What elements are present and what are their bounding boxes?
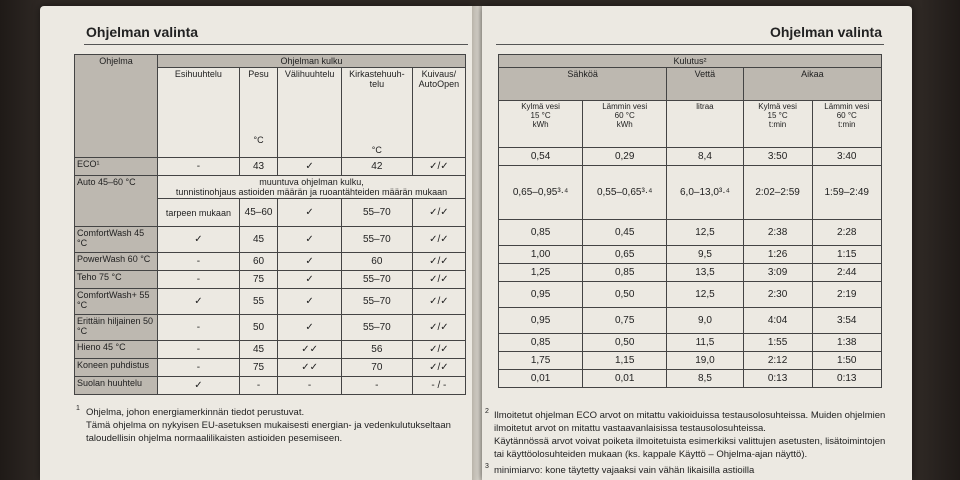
table-row bbox=[75, 359, 466, 377]
row-cell: - bbox=[239, 377, 277, 395]
table-row bbox=[75, 377, 466, 395]
right-page bbox=[482, 6, 912, 480]
footnote-2-text: Ilmoitetut ohjelman ECO arvot on mitattu vakioiduissa testausolosuhteissa. Muiden ohjelmien ilmoitetut arvot on mitattu vastaavanlaisissa testausolosuhteissa. Käytännössä arvot voivat poiketa ilmoitetuista esimerkiksi valittujen asetusten, lisätoimintojen tai käyttöolosuhteiden mukaan (ks. kappale Käyttö – Ohjelma-ajan näyttö). bbox=[494, 410, 886, 460]
row-cell: 0,55–0,65³·⁴ bbox=[583, 166, 667, 220]
header-sub: Lämmin vesi 60 °C kWh bbox=[583, 101, 667, 148]
table-row bbox=[499, 220, 882, 246]
row-cell: 9,0 bbox=[667, 308, 743, 334]
header-sub: Lämmin vesi 60 °C t:min bbox=[812, 101, 881, 148]
row-cell: ✓/✓ bbox=[412, 359, 465, 377]
row-name: ECO¹ bbox=[75, 158, 158, 176]
row-cell: ✓ bbox=[158, 289, 240, 315]
row-cell: 1,25 bbox=[499, 264, 583, 282]
row-cell: 1:55 bbox=[743, 334, 812, 352]
left-page bbox=[40, 6, 474, 480]
table-row bbox=[75, 158, 466, 176]
header-program: Ohjelma bbox=[75, 55, 158, 158]
row-cell: 1,00 bbox=[499, 246, 583, 264]
row-cell: 2:30 bbox=[743, 282, 812, 308]
row-cell: 1,15 bbox=[583, 352, 667, 370]
row-cell: - bbox=[158, 158, 240, 176]
row-cell: 3:50 bbox=[743, 148, 812, 166]
consumption-table bbox=[498, 54, 882, 388]
row-cell: ✓ bbox=[278, 227, 342, 253]
row-name: Hieno 45 °C bbox=[75, 341, 158, 359]
row-cell: 1:59–2:49 bbox=[812, 166, 881, 220]
unit-celsius: °C bbox=[371, 145, 382, 156]
row-cell: 0,54 bbox=[499, 148, 583, 166]
row-cell: 2:12 bbox=[743, 352, 812, 370]
table-row bbox=[499, 264, 882, 282]
row-cell: 75 bbox=[239, 271, 277, 289]
footnote-3-mark: 3 bbox=[485, 463, 489, 470]
row-name: Koneen puhdistus bbox=[75, 359, 158, 377]
row-cell: 3:54 bbox=[812, 308, 881, 334]
row-cell: ✓/✓ bbox=[412, 341, 465, 359]
row-cell: 0:13 bbox=[743, 370, 812, 388]
header-sub: Kylmä vesi 15 °C kWh bbox=[499, 101, 583, 148]
row-cell: 75 bbox=[239, 359, 277, 377]
row-cell: 1:50 bbox=[812, 352, 881, 370]
row-name: Erittäin hiljainen 50 °C bbox=[75, 315, 158, 341]
row-name: PowerWash 60 °C bbox=[75, 253, 158, 271]
footnote-3-text: minimiarvo: kone täytetty vajaaksi vain vähän likaisilla astioilla bbox=[494, 465, 755, 476]
row-cell: 0,29 bbox=[583, 148, 667, 166]
row-cell: 8,5 bbox=[667, 370, 743, 388]
row-note: muuntuva ohjelman kulku, tunnistinohjaus astioiden määrän ja ruoantähteiden määrän mukaan bbox=[158, 176, 466, 199]
row-cell: ✓ bbox=[158, 377, 240, 395]
table-row bbox=[499, 370, 882, 388]
table-row bbox=[499, 166, 882, 220]
row-cell: 50 bbox=[239, 315, 277, 341]
header-step bbox=[412, 68, 465, 158]
row-cell: 0,01 bbox=[499, 370, 583, 388]
row-cell: 8,4 bbox=[667, 148, 743, 166]
row-cell: 55–70 bbox=[341, 315, 412, 341]
row-name: ComfortWash 45 °C bbox=[75, 227, 158, 253]
header-step-label: Välihuuhtelu bbox=[284, 69, 335, 80]
footnote-3 bbox=[485, 463, 894, 477]
row-cell: 42 bbox=[341, 158, 412, 176]
table-row bbox=[499, 334, 882, 352]
row-cell: ✓/✓ bbox=[412, 199, 465, 227]
page-title: Ohjelman valinta bbox=[86, 24, 199, 40]
row-name: ComfortWash+ 55 °C bbox=[75, 289, 158, 315]
table-row bbox=[499, 148, 882, 166]
table-row bbox=[75, 315, 466, 341]
header-flow: Ohjelman kulku bbox=[158, 55, 466, 68]
table-row bbox=[75, 341, 466, 359]
row-cell: ✓✓ bbox=[278, 359, 342, 377]
row-cell: 1,75 bbox=[499, 352, 583, 370]
row-cell: 2:44 bbox=[812, 264, 881, 282]
header-group: Sähköä bbox=[499, 68, 667, 101]
row-cell: 0,95 bbox=[499, 308, 583, 334]
header-group: Aikaa bbox=[743, 68, 881, 101]
row-cell: 2:38 bbox=[743, 220, 812, 246]
table-row bbox=[75, 227, 466, 253]
row-cell: 0,50 bbox=[583, 334, 667, 352]
row-cell: - bbox=[158, 315, 240, 341]
row-cell: 12,5 bbox=[667, 220, 743, 246]
row-cell: 55–70 bbox=[341, 227, 412, 253]
row-cell: - bbox=[158, 359, 240, 377]
header-step bbox=[158, 68, 240, 158]
table-row bbox=[75, 289, 466, 315]
row-cell: 55–70 bbox=[341, 289, 412, 315]
row-cell: 11,5 bbox=[667, 334, 743, 352]
header-step-label: Kirkastehuuh- telu bbox=[349, 69, 405, 90]
header-step bbox=[239, 68, 277, 158]
title-rule bbox=[84, 44, 468, 45]
row-name: Auto 45–60 °C bbox=[75, 176, 158, 227]
row-cell: ✓/✓ bbox=[412, 271, 465, 289]
row-cell: ✓/✓ bbox=[412, 158, 465, 176]
row-cell: 2:02–2:59 bbox=[743, 166, 812, 220]
row-cell: 1:38 bbox=[812, 334, 881, 352]
footnote-2-mark: 2 bbox=[485, 408, 489, 415]
row-cell: 0,65 bbox=[583, 246, 667, 264]
row-cell: 70 bbox=[341, 359, 412, 377]
footnote-1-text: Ohjelma, johon energiamerkinnän tiedot perustuvat. Tämä ohjelma on nykyisen EU-asetuksen mukaisesti energian- ja vedenkulutukseltaan taloudellisin ohjelma normaalilikaisten astioiden pesemiseen. bbox=[86, 407, 451, 444]
row-cell: 60 bbox=[341, 253, 412, 271]
row-cell: - bbox=[158, 341, 240, 359]
row-cell: 0,65–0,95³·⁴ bbox=[499, 166, 583, 220]
row-cell: 3:09 bbox=[743, 264, 812, 282]
table-row bbox=[75, 253, 466, 271]
row-cell: 2:19 bbox=[812, 282, 881, 308]
row-cell: 4:04 bbox=[743, 308, 812, 334]
row-cell: - / - bbox=[412, 377, 465, 395]
header-step bbox=[341, 68, 412, 158]
row-cell: ✓/✓ bbox=[412, 253, 465, 271]
row-cell: - bbox=[158, 253, 240, 271]
header-consumption: Kulutus² bbox=[499, 55, 882, 68]
row-cell: 19,0 bbox=[667, 352, 743, 370]
table-row bbox=[499, 246, 882, 264]
row-cell: ✓ bbox=[278, 158, 342, 176]
row-cell: 45 bbox=[239, 341, 277, 359]
row-cell: - bbox=[158, 271, 240, 289]
header-step-label: Pesu bbox=[248, 69, 269, 80]
row-cell: 55–70 bbox=[341, 271, 412, 289]
row-cell: 1:26 bbox=[743, 246, 812, 264]
row-name: Teho 75 °C bbox=[75, 271, 158, 289]
program-flow-table bbox=[74, 54, 466, 395]
row-cell: 55–70 bbox=[341, 199, 412, 227]
footnote-1 bbox=[76, 405, 466, 445]
header-step-label: Kuivaus/ AutoOpen bbox=[418, 69, 460, 90]
page-title-right: Ohjelman valinta bbox=[769, 24, 882, 40]
row-cell: ✓ bbox=[278, 271, 342, 289]
footnotes-right bbox=[485, 408, 894, 477]
row-cell: 0,75 bbox=[583, 308, 667, 334]
row-cell: 56 bbox=[341, 341, 412, 359]
row-cell: 0:13 bbox=[812, 370, 881, 388]
row-cell: 43 bbox=[239, 158, 277, 176]
row-cell: 3:40 bbox=[812, 148, 881, 166]
row-cell: ✓/✓ bbox=[412, 227, 465, 253]
row-cell: 2:28 bbox=[812, 220, 881, 246]
row-cell: 0,85 bbox=[583, 264, 667, 282]
row-cell: 60 bbox=[239, 253, 277, 271]
footnote-2 bbox=[485, 408, 894, 461]
row-cell: 1:15 bbox=[812, 246, 881, 264]
row-cell: - bbox=[341, 377, 412, 395]
row-cell: 0,01 bbox=[583, 370, 667, 388]
row-cell: 0,85 bbox=[499, 334, 583, 352]
row-cell: 45 bbox=[239, 227, 277, 253]
row-cell: 0,95 bbox=[499, 282, 583, 308]
row-cell: 45–60 bbox=[239, 199, 277, 227]
row-cell: tarpeen mukaan bbox=[158, 199, 240, 227]
header-sub: litraa bbox=[667, 101, 743, 148]
row-cell: ✓/✓ bbox=[412, 315, 465, 341]
row-cell: ✓✓ bbox=[278, 341, 342, 359]
header-sub: Kylmä vesi 15 °C t:min bbox=[743, 101, 812, 148]
title-rule-right bbox=[496, 44, 884, 45]
row-cell: ✓ bbox=[278, 315, 342, 341]
table-row bbox=[499, 352, 882, 370]
row-name: Suolan huuhtelu bbox=[75, 377, 158, 395]
row-cell: 12,5 bbox=[667, 282, 743, 308]
header-group: Vettä bbox=[667, 68, 743, 101]
row-cell: ✓ bbox=[278, 199, 342, 227]
header-step-label: Esihuuhtelu bbox=[174, 69, 222, 80]
row-cell: ✓ bbox=[278, 289, 342, 315]
row-cell: 0,45 bbox=[583, 220, 667, 246]
header-step bbox=[278, 68, 342, 158]
table-row bbox=[75, 271, 466, 289]
row-cell: 0,85 bbox=[499, 220, 583, 246]
footnote-1-mark: 1 bbox=[76, 405, 80, 412]
row-cell: 55 bbox=[239, 289, 277, 315]
table-row bbox=[499, 308, 882, 334]
row-cell: - bbox=[278, 377, 342, 395]
row-cell: 6,0–13,0³·⁴ bbox=[667, 166, 743, 220]
table-row bbox=[499, 282, 882, 308]
row-cell: ✓ bbox=[158, 227, 240, 253]
table-row bbox=[75, 176, 466, 199]
row-cell: ✓/✓ bbox=[412, 289, 465, 315]
row-cell: 0,50 bbox=[583, 282, 667, 308]
unit-celsius: °C bbox=[253, 135, 264, 146]
row-cell: 13,5 bbox=[667, 264, 743, 282]
row-cell: 9,5 bbox=[667, 246, 743, 264]
row-cell: ✓ bbox=[278, 253, 342, 271]
